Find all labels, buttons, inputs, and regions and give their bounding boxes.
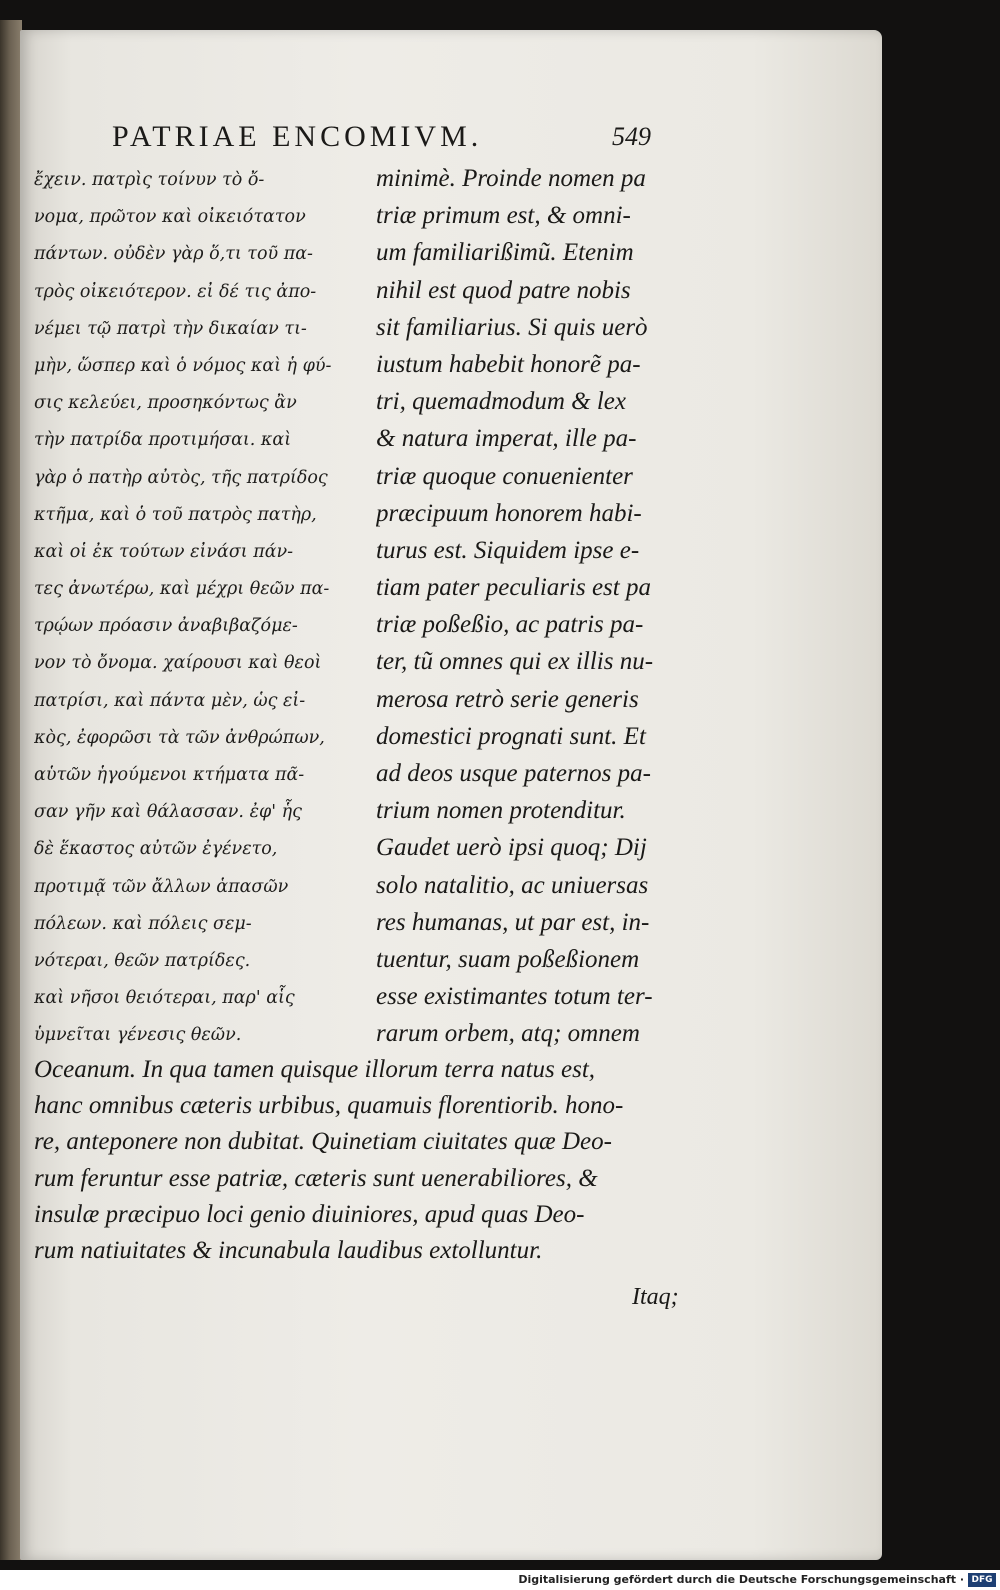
book-page [20, 30, 882, 1560]
latin-text-line: triæ quoque conuenienter [376, 462, 633, 490]
latin-text-line: ter, tũ omnes qui ex illis nu- [376, 648, 654, 676]
greek-text-line: καὶ οἱ ἐκ τούτων εἰνάσι πάν- [34, 541, 294, 562]
latin-text-line: sit familiarius. Si quis uerò [376, 313, 648, 341]
latin-text-line: esse existimantes totum ter- [376, 983, 653, 1011]
latin-text-line: rarum orbem, atq; omnem [376, 1020, 640, 1048]
latin-text-line: ad deos usque paternos pa- [376, 760, 651, 787]
greek-text-line: δὲ ἕκαστος αὐτῶν ἐγένετο, [34, 839, 278, 860]
greek-text-column [34, 162, 369, 1055]
latin-text-line: præcipuum honorem habi- [376, 499, 642, 527]
latin-text-line: nihil est quod patre nobis [376, 276, 631, 304]
greek-text-line: κτῆμα, καὶ ὁ τοῦ πατρὸς πατὴρ, [34, 504, 317, 525]
latin-full-width-paragraph [34, 1052, 694, 1269]
latin-text-line: turus est. Siquidem ipse e- [376, 536, 640, 564]
latin-text-line: tri, quemadmodum & lex [376, 388, 626, 416]
greek-text-line: μὴν, ὥσπερ καὶ ὁ νόμος καὶ ἡ φύ- [34, 355, 332, 376]
digitization-credit: Digitalisierung gefördert durch die Deutsche Forschungsgemeinschaft · [518, 1573, 964, 1586]
greek-text-line: πόλεων. καὶ πόλεις σεμ- [34, 913, 252, 934]
latin-paragraph-line: Oceanum. In qua tamen quisque illorum terra natus est, [34, 1056, 596, 1083]
latin-paragraph-line: rum natiuitates & incunabula laudibus extolluntur. [34, 1236, 543, 1264]
latin-text-line: domestici prognati sunt. Et [376, 722, 646, 750]
latin-text-line: triæ poßeßio, ac patris pa- [376, 611, 644, 639]
greek-text-line: νον τὸ ὄνομα. χαίρουσι καὶ θεοὶ [34, 653, 322, 674]
latin-text-line: minimè. Proinde nomen pa [376, 165, 646, 192]
greek-text-line: τες ἀνωτέρω, καὶ μέχρι θεῶν πα- [34, 579, 330, 600]
greek-text-line: σις κελεύει, προσηκόντως ἂν [34, 393, 297, 414]
latin-paragraph-line: hanc omnibus cæteris urbibus, quamuis florentiorib. hono- [34, 1092, 624, 1120]
greek-text-line: νομα, πρῶτον καὶ οἰκειότατον [34, 207, 306, 228]
latin-text-line: um familiarißimũ. Etenim [376, 239, 634, 267]
greek-text-line: πατρίσι, καὶ πάντα μὲν, ὡς εἰ- [34, 690, 306, 711]
greek-text-line: καὶ νῆσοι θειότεραι, παρ' αἷς [34, 988, 295, 1009]
latin-paragraph-line: rum feruntur esse patriæ, cæteris sunt uenerabiliores, & [34, 1164, 598, 1192]
latin-text-column [376, 160, 696, 1053]
catchword: Itaq; [632, 1284, 679, 1310]
greek-text-line: νότεραι, θεῶν πατρίδες. [34, 950, 251, 971]
latin-text-line: tuentur, suam poßeßionem [376, 945, 640, 973]
latin-text-line: triæ primum est, & omni- [376, 202, 631, 230]
latin-text-line: solo natalitio, ac uniuersas [376, 871, 649, 899]
greek-text-line: τρὸς οἰκειότερον. εἰ δέ τις ἀπο- [34, 281, 317, 302]
greek-text-line: νέμει τῷ πατρὶ τὴν δικαίαν τι- [34, 318, 307, 339]
greek-text-line: γὰρ ὁ πατὴρ αὐτὸς, τῆς πατρίδος [34, 467, 328, 488]
greek-text-line: αὑτῶν ἡγούμενοι κτήματα πᾶ- [34, 765, 305, 785]
latin-text-line: iustum habebit honorẽ pa- [376, 350, 641, 378]
greek-text-line: προτιμᾷ τῶν ἄλλων ἁπασῶν [34, 876, 289, 897]
dfg-logo-icon: DFG [968, 1573, 996, 1587]
latin-text-line: merosa retrò serie generis [376, 685, 639, 713]
greek-text-line: σαν γῆν καὶ θάλασσαν. ἐφ' ἧς [34, 802, 302, 823]
latin-text-line: & natura imperat, ille pa- [376, 425, 637, 453]
greek-text-line: ὑμνεῖται γένεσις θεῶν. [34, 1025, 242, 1046]
latin-text-line: Gaudet uerò ipsi quoq; Dij [376, 834, 647, 862]
latin-text-line: trium nomen protenditur. [376, 797, 626, 825]
greek-text-line: τὴν πατρίδα προτιμήσαι. καὶ [34, 430, 292, 451]
latin-text-line: res humanas, ut par est, in- [376, 908, 650, 936]
latin-paragraph-line: insulæ præcipuo loci genio diuiniores, apud quas Deo- [34, 1200, 585, 1228]
book-spine-edge [0, 20, 22, 1560]
latin-text-line: tiam pater peculiaris est pa [376, 574, 651, 602]
running-head: PATRIAE ENCOMIVM. [112, 120, 483, 153]
greek-text-line: ἔχειν. πατρὶς τοίνυν τὸ ὄ- [34, 170, 265, 190]
greek-text-line: πάντων. οὐδὲν γὰρ ὅ,τι τοῦ πα- [34, 244, 313, 265]
latin-paragraph-line: re, anteponere non dubitat. Quinetiam ciuitates quæ Deo- [34, 1128, 612, 1156]
greek-text-line: τρῴων πρόασιν ἀναβιβαζόμε- [34, 616, 298, 637]
page-number: 549 [612, 122, 651, 151]
greek-text-line: κὸς, ἐφορῶσι τὰ τῶν ἀνθρώπων, [34, 727, 325, 748]
